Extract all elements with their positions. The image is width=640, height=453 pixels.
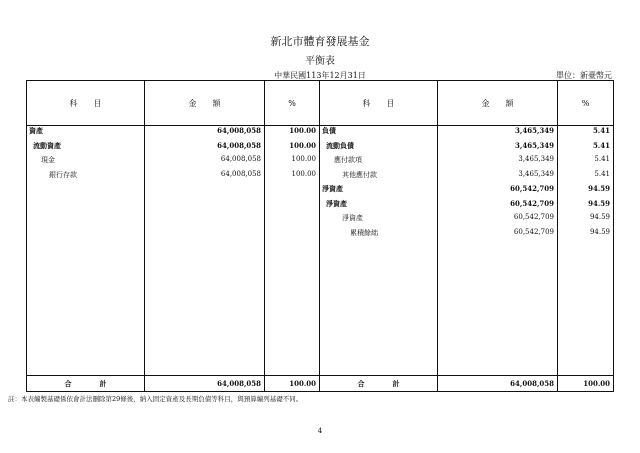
right-percent: 94.59 bbox=[558, 184, 614, 199]
left-percent bbox=[265, 213, 320, 228]
header-percent-right: % bbox=[558, 81, 614, 126]
left-percent bbox=[265, 199, 320, 214]
left-amount bbox=[145, 184, 265, 199]
left-account: 流動資產 bbox=[27, 141, 145, 156]
left-amount bbox=[145, 228, 265, 243]
right-percent: 94.59 bbox=[558, 199, 614, 214]
table-row bbox=[27, 199, 614, 214]
report-date: 中華民國113年12月31日 bbox=[274, 71, 366, 80]
right-account: 淨資產 bbox=[320, 213, 438, 228]
total-label-left: 合 計 bbox=[27, 376, 145, 392]
left-account: 資產 bbox=[27, 126, 145, 141]
table-row bbox=[27, 213, 614, 228]
left-account bbox=[27, 199, 145, 214]
left-amount: 64,008,058 bbox=[145, 170, 265, 185]
left-amount: 64,008,058 bbox=[145, 155, 265, 170]
right-account: 流動負債 bbox=[320, 141, 438, 156]
left-percent bbox=[265, 228, 320, 243]
right-amount: 3,465,349 bbox=[438, 141, 558, 156]
left-percent: 100.00 bbox=[265, 126, 320, 141]
document-subtitle: 平衡表 bbox=[305, 56, 335, 67]
right-amount: 3,465,349 bbox=[438, 155, 558, 170]
total-row bbox=[27, 376, 614, 392]
right-amount: 60,542,709 bbox=[438, 184, 558, 199]
table-header-row bbox=[27, 81, 614, 126]
right-account: 負債 bbox=[320, 126, 438, 141]
page-number: 4 bbox=[317, 427, 323, 435]
right-account: 其他應付款 bbox=[320, 170, 438, 185]
total-amount-right: 64,008,058 bbox=[438, 376, 558, 392]
header-amount-left: 金 額 bbox=[145, 81, 265, 126]
left-account: 現金 bbox=[27, 155, 145, 170]
left-percent: 100.00 bbox=[265, 141, 320, 156]
total-percent-left: 100.00 bbox=[265, 376, 320, 392]
left-amount: 64,008,058 bbox=[145, 126, 265, 141]
right-account: 累積餘絀 bbox=[320, 228, 438, 243]
empty-row-spacer bbox=[27, 242, 614, 376]
right-account: 應付款項 bbox=[320, 155, 438, 170]
left-account bbox=[27, 184, 145, 199]
total-amount-left: 64,008,058 bbox=[145, 376, 265, 392]
right-account: 淨資產 bbox=[320, 199, 438, 214]
right-amount: 3,465,349 bbox=[438, 170, 558, 185]
right-amount: 60,542,709 bbox=[438, 213, 558, 228]
right-amount: 60,542,709 bbox=[438, 199, 558, 214]
table-row bbox=[27, 141, 614, 156]
right-percent: 5.41 bbox=[558, 170, 614, 185]
header-percent-left: % bbox=[265, 81, 320, 126]
header-account-right: 科 目 bbox=[320, 81, 438, 126]
table-row bbox=[27, 184, 614, 199]
header-account-left: 科 目 bbox=[27, 81, 145, 126]
left-account: 銀行存款 bbox=[27, 170, 145, 185]
table-row bbox=[27, 155, 614, 170]
left-account bbox=[27, 213, 145, 228]
table-row bbox=[27, 126, 614, 141]
footnote: 註：本表編製基礎係依會計法刪除第29條後，納入固定資產及長期負債等科目，與預算編列基礎不同。 bbox=[8, 395, 303, 403]
left-account bbox=[27, 228, 145, 243]
right-percent: 94.59 bbox=[558, 228, 614, 243]
right-amount: 3,465,349 bbox=[438, 126, 558, 141]
balance-sheet-table bbox=[26, 80, 614, 392]
left-percent: 100.00 bbox=[265, 170, 320, 185]
left-percent: 100.00 bbox=[265, 155, 320, 170]
header-amount-right: 金 額 bbox=[438, 81, 558, 126]
left-amount bbox=[145, 199, 265, 214]
document-title: 新北市體育發展基金 bbox=[270, 35, 370, 48]
right-percent: 5.41 bbox=[558, 141, 614, 156]
left-amount: 64,008,058 bbox=[145, 141, 265, 156]
right-percent: 5.41 bbox=[558, 126, 614, 141]
table-row bbox=[27, 170, 614, 185]
left-amount bbox=[145, 213, 265, 228]
total-percent-right: 100.00 bbox=[558, 376, 614, 392]
total-label-right: 合 計 bbox=[320, 376, 438, 392]
currency-unit: 單位：新臺幣元 bbox=[556, 71, 612, 80]
right-percent: 94.59 bbox=[558, 213, 614, 228]
right-account: 淨資產 bbox=[320, 184, 438, 199]
left-percent bbox=[265, 184, 320, 199]
right-amount: 60,542,709 bbox=[438, 228, 558, 243]
table-row bbox=[27, 228, 614, 243]
right-percent: 5.41 bbox=[558, 155, 614, 170]
